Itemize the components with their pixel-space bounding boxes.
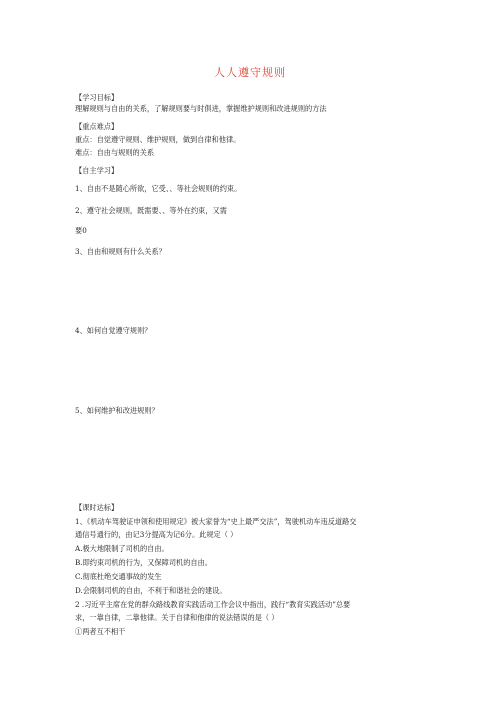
exercise-1-option-c: C.彻底杜绝交通事故的发生 [75, 572, 162, 581]
question-2-line-2: 要0 [75, 226, 87, 235]
key-point-text: 重点：自觉遵守规则、维护规则，做到自律和他律。 [75, 135, 241, 144]
difficulty-text: 难点：自由与规则的关系 [75, 148, 155, 157]
key-points-header: 【重点难点】 [75, 122, 119, 131]
exercise-1-option-b: B.即约束司机的行为，又保障司机的自由。 [75, 558, 212, 567]
question-4: 4、如何自觉遵守规则？ [75, 326, 152, 335]
exercise-2-line-1: 2 .习近平主席在党的群众路线教育实践活动工作会议中指出，践行“教育实践活动”总要 [75, 600, 351, 609]
learning-goal-text: 理解规则与自由的关系，了解规则要与时俱进，掌握维护规则和改进规则的方法 [75, 104, 327, 113]
self-study-header: 【自主学习】 [75, 166, 119, 175]
class-target-header: 【课时达标】 [75, 503, 119, 512]
exercise-1-option-d: D.会限制司机的自由，不利于和谐社会的建设。 [75, 586, 227, 595]
question-3: 3、自由和规则有什么关系？ [75, 247, 166, 256]
question-2-line-1: 2、遵守社会规则，既需要、、等外在约束，又需 [75, 206, 227, 215]
question-5: 5、如何维护和改进规则？ [75, 406, 159, 415]
learning-goal-header: 【学习目标】 [75, 93, 119, 102]
exercise-1-line-1: 1、《机动车驾驶证申领和使用规定》被大家誉为“史上最严交法”，驾驶机动车违反道路交 [75, 517, 357, 526]
question-1: 1、自由不是随心所欲，它受、、等社会规则的约束。 [75, 184, 242, 193]
exercise-1-line-2: 通信号通行的，由记3分提高为记6分。此规定（ ） [75, 530, 238, 539]
exercise-2-option-1: ①两者互不相干 [75, 627, 126, 636]
exercise-1-option-a: A.极大地限制了司机的自由。 [75, 544, 169, 553]
exercise-2-line-2: 求，一靠自律，二靠他律。关于自律和他律的说法错误的是（ ） [75, 613, 279, 622]
page-title: 人人遵守规则 [214, 66, 286, 79]
